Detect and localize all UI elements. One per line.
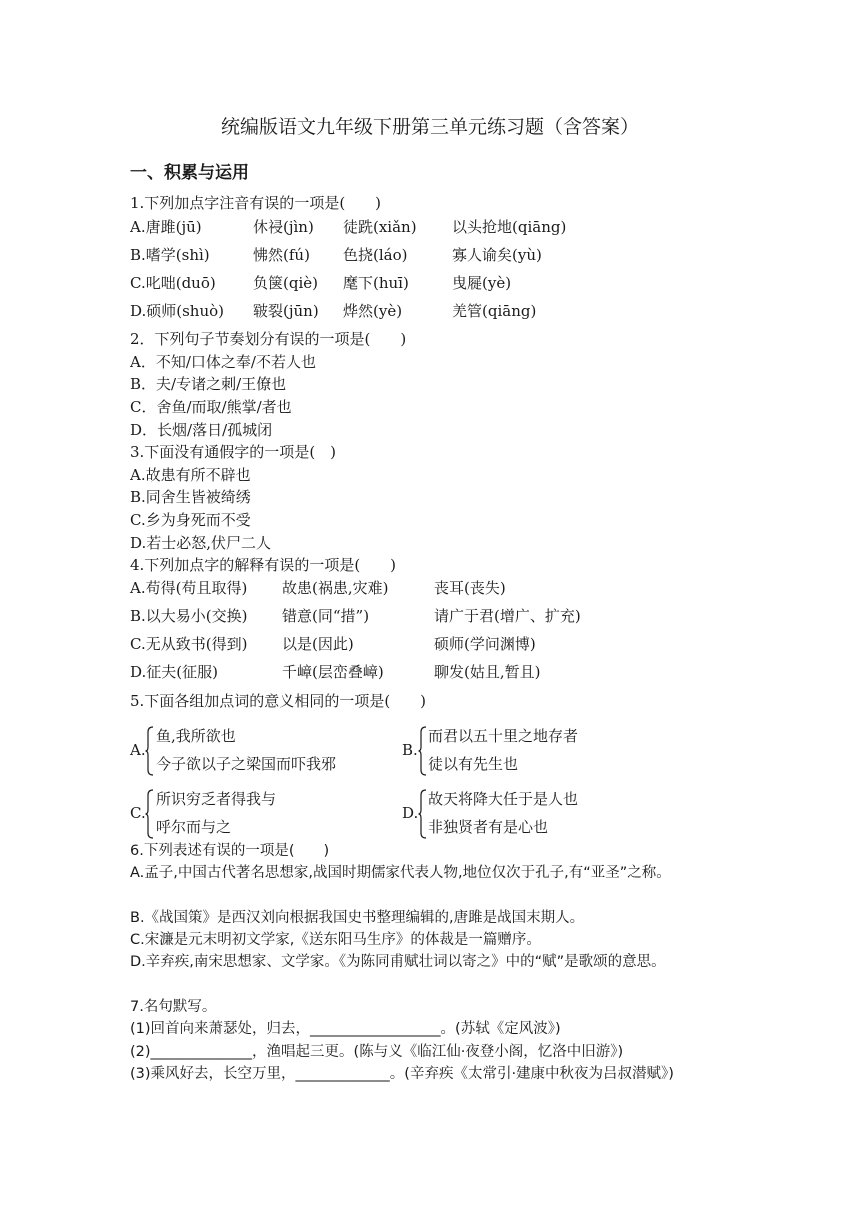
- question-4-option-cell: 丧耳(丧失): [434, 579, 506, 597]
- option-line: 呼尔而与之: [156, 818, 232, 836]
- option-line: 而君以五十里之地存者: [428, 727, 579, 745]
- question-4-option-cell: 请广于君(增广、扩充): [434, 607, 581, 625]
- option-line: 故天将降大任于是人也: [428, 790, 579, 808]
- question-4-stem: 4.下列加点字的解释有误的一项是( ): [130, 556, 397, 574]
- option-label: D.: [402, 804, 419, 822]
- question-3-option: B.同舍生皆被绮绣: [130, 488, 251, 506]
- question-2-option: D．长烟/落日/孤城闭: [130, 421, 273, 439]
- question-6-stem: 6.下列表述有误的一项是( ): [130, 843, 330, 859]
- question-4-option-cell: 硕师(学问渊博): [434, 635, 536, 653]
- question-5-stem: 5.下面各组加点词的意义相同的一项是( ): [130, 692, 427, 710]
- brace-icon: [418, 789, 427, 839]
- question-1-option-cell: 怫然(fú): [253, 246, 310, 264]
- question-6-option: B.《战国策》是西汉刘向根据我国史书整理编辑的,唐雎是战国末期人。: [130, 910, 585, 926]
- fill-blank-item: (3)乘风好去，长空万里，_____________。(辛弃疾《太常引·建康中秋夜为吕叔潜赋》): [130, 1066, 674, 1082]
- question-1-option-cell: 烨然(yè): [343, 302, 403, 320]
- question-3-option: A.故患有所不辟也: [130, 466, 251, 484]
- question-2-option: A．不知/口体之奉/不若人也: [130, 353, 316, 371]
- question-1-option-cell: 曳屣(yè): [452, 274, 512, 292]
- question-4-option-cell: 以是(因此): [282, 635, 354, 653]
- document-title: 统编版语文九年级下册第三单元练习题（含答案）: [220, 116, 639, 138]
- question-1-stem: 1.下列加点字注音有误的一项是( ): [130, 194, 382, 212]
- question-3-stem: 3.下面没有通假字的一项是( ): [130, 443, 337, 461]
- option-line: 所识穷乏者得我与: [156, 790, 277, 808]
- question-1-option-cell: A.唐雎(jū): [130, 218, 202, 236]
- question-6-option: D.辛弃疾,南宋思想家、文学家。《为陈同甫赋壮词以寄之》中的“赋”是歌颂的意思。: [130, 954, 666, 970]
- option-label: A.: [130, 741, 146, 759]
- question-1-option-cell: 羌管(qiāng): [452, 302, 537, 320]
- question-1-option-cell: 以头抢地(qiāng): [452, 218, 567, 236]
- question-1-option-cell: 色挠(láo): [343, 246, 408, 264]
- question-1-option-cell: 徒跣(xiǎn): [343, 218, 417, 236]
- option-line: 徒以有先生也: [428, 755, 519, 773]
- question-1-option-cell: B.嗜学(shì): [130, 246, 210, 264]
- question-1-option-cell: D.硕师(shuò): [130, 302, 225, 320]
- option-line: 非独贤者有是心也: [428, 818, 549, 836]
- brace-icon: [145, 789, 154, 839]
- question-1-option-cell: 休祲(jìn): [253, 218, 314, 236]
- question-4-option-cell: 错意(同“措”): [282, 607, 370, 625]
- question-2-option: C．舍鱼/而取/熊掌/者也: [130, 398, 292, 416]
- question-4-option-cell: C.无从致书(得到): [130, 635, 248, 653]
- option-line: 鱼,我所欲也: [156, 727, 236, 745]
- question-1-option-cell: 皲裂(jūn): [253, 302, 319, 320]
- brace-icon: [418, 726, 427, 776]
- question-6-option: C.宋濂是元末明初文学家,《送东阳马生序》的体裁是一篇赠序。: [130, 932, 541, 948]
- question-1-option-cell: 麾下(huī): [343, 274, 409, 292]
- question-4-option-cell: 故患(祸患,灾难): [282, 579, 389, 597]
- section-heading: 一、积累与运用: [130, 163, 249, 183]
- brace-icon: [145, 726, 154, 776]
- fill-blank-item: (2)______________，渔唱起三更。(陈与义《临江仙·夜登小阁，忆洛中旧游》): [130, 1044, 624, 1060]
- question-2-option: B．夫/专诸之刺/王僚也: [130, 375, 287, 393]
- question-4-option-cell: 聊发(姑且,暂且): [434, 663, 541, 681]
- option-label: C.: [130, 804, 146, 822]
- question-4-option-cell: A.苟得(苟且取得): [130, 579, 248, 597]
- question-3-option: D.若士必怒,伏尸二人: [130, 534, 272, 552]
- question-2-stem: 2．下列句子节奏划分有误的一项是( ): [130, 330, 407, 348]
- question-6-option: A.孟子,中国古代著名思想家,战国时期儒家代表人物,地位仅次于孔子,有“亚圣”之称。: [130, 865, 671, 881]
- question-3-option: C.乡为身死而不受: [130, 511, 251, 529]
- question-4-option-cell: B.以大易小(交换): [130, 607, 248, 625]
- question-1-option-cell: C.叱咄(duō): [130, 274, 216, 292]
- option-line: 今子欲以子之梁国而吓我邪: [156, 755, 337, 773]
- fill-blank-item: (1)回首向来萧瑟处，归去，__________________。(苏轼《定风波》): [130, 1021, 561, 1037]
- question-4-option-cell: D.征夫(征服): [130, 663, 218, 681]
- question-4-option-cell: 千嶂(层峦叠嶂): [282, 663, 384, 681]
- question-1-option-cell: 寡人谕矣(yù): [452, 246, 542, 264]
- question-1-option-cell: 负箧(qiè): [253, 274, 318, 292]
- question-7-stem: 7.名句默写。: [130, 999, 217, 1015]
- option-label: B.: [402, 741, 418, 759]
